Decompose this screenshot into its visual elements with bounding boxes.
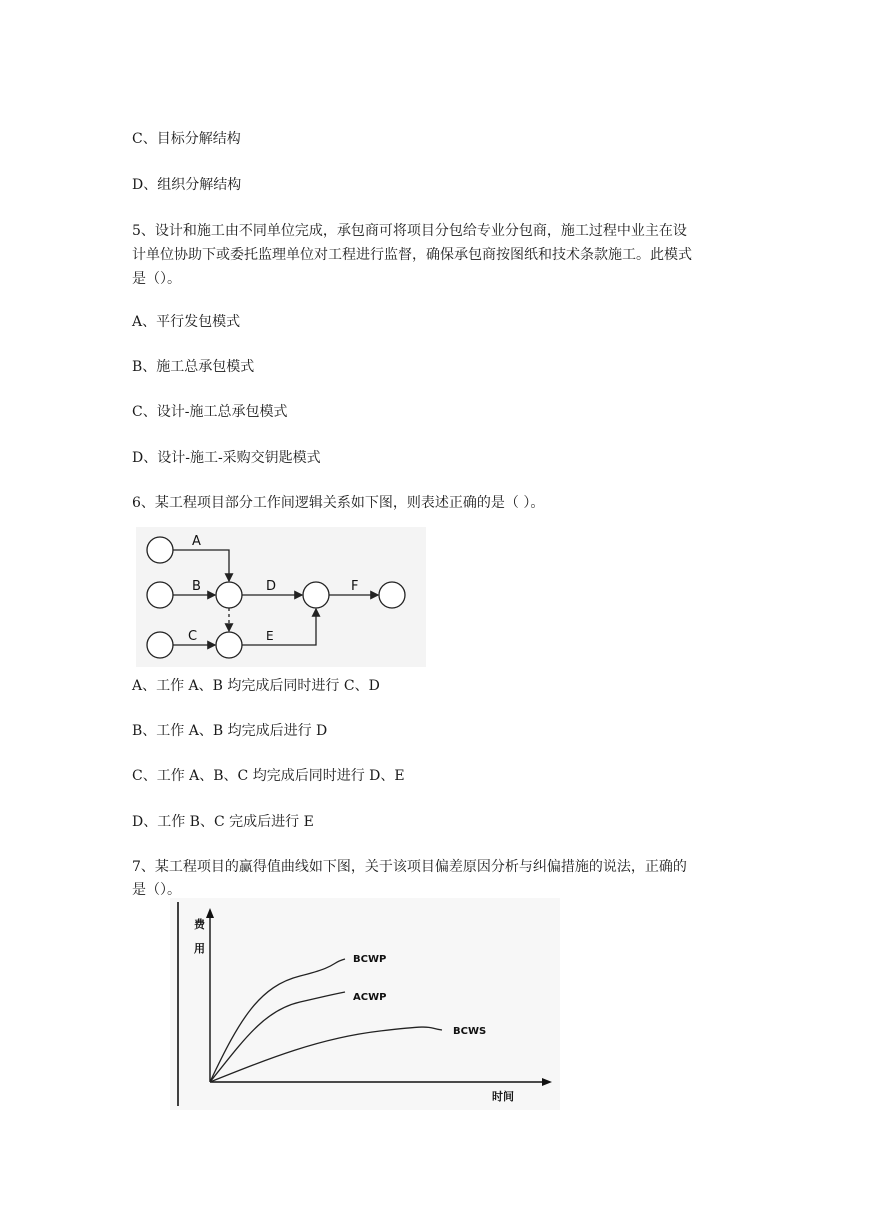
node-7 [216,632,242,658]
q6-option-d: D、工作 B、C 完成后进行 E [132,814,314,830]
q7-stem-line-1: 7、某工程项目的赢得值曲线如下图，关于该项目偏差原因分析与纠偏措施的说法，正确的 [132,859,687,875]
earned-value-chart [170,898,560,1110]
q5-stem-line-3: 是（）。 [132,271,181,287]
option-c-prev: C、目标分解结构 [132,131,241,147]
y-label-2: 用 [194,942,205,955]
q5-stem-line-1: 5、设计和施工由不同单位完成，承包商可将项目分包给专业分包商，施工过程中业主在设 [132,223,687,239]
q6-option-a: A、工作 A、B 均完成后同时进行 C、D [132,678,380,694]
series-label-acwp: ACWP [353,992,387,1003]
activity-label-d: D [266,579,277,594]
q5-stem-line-2: 计单位协助下或委托监理单位对工程进行监督，确保承包商按图纸和技术条款施工。此模式 [132,247,692,263]
node-6 [147,632,173,658]
activity-label-e: E [266,629,274,643]
q5-option-a: A、平行发包模式 [132,314,241,330]
series-label-bcws: BCWS [453,1026,487,1037]
node-3 [216,582,242,608]
x-label: 时间 [492,1090,514,1103]
q6-option-c: C、工作 A、B、C 均完成后同时进行 D、E [132,768,405,784]
q6-option-b: B、工作 A、B 均完成后进行 D [132,723,328,739]
node-4 [303,582,329,608]
activity-label-c: C [188,629,198,644]
q6-stem: 6、某工程项目部分工作间逻辑关系如下图，则表述正确的是（ ）。 [132,495,545,511]
q5-option-c: C、设计-施工总承包模式 [132,404,288,420]
activity-label-a: A [192,534,201,549]
node-5 [379,582,405,608]
activity-label-b: B [192,579,201,594]
node-2 [147,582,173,608]
q5-option-b: B、施工总承包模式 [132,359,255,375]
q5-option-d: D、设计-施工-采购交钥匙模式 [132,450,321,466]
q7-stem-line-2: 是（）。 [132,882,181,898]
series-label-bcwp: BCWP [353,954,387,965]
node-1 [147,537,173,563]
option-d-prev: D、组织分解结构 [132,177,242,193]
network-diagram [136,527,426,667]
activity-label-f: F [351,579,359,594]
y-label-1: 费 [194,918,205,931]
